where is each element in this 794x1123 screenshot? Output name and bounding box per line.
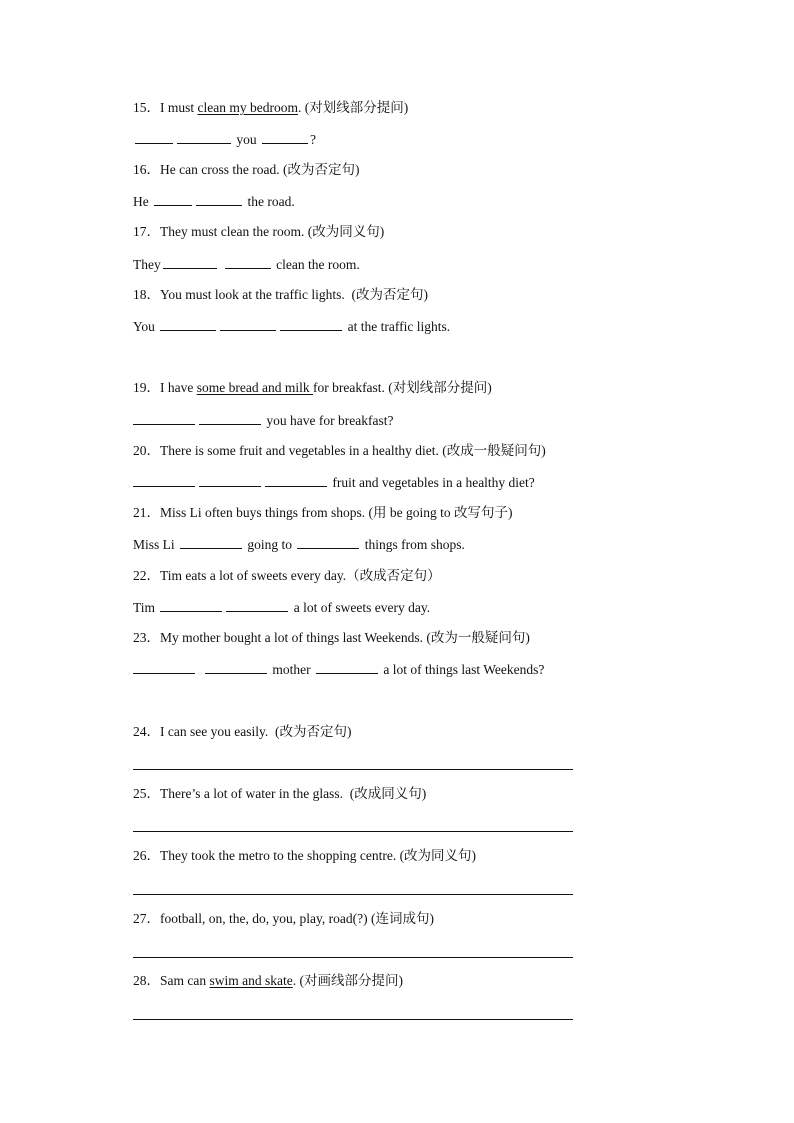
answer-blank[interactable]	[135, 130, 173, 144]
answer-blank[interactable]	[160, 317, 216, 331]
question-instruction: . (对画线部分提问)	[292, 973, 403, 988]
answer-blank[interactable]	[196, 192, 242, 206]
underlined-phrase: swim and skate	[209, 973, 293, 988]
question-26	[133, 847, 476, 865]
question-text: football, on, the, do, you, play, road(?) (连词成句)	[160, 911, 434, 926]
answer-line-28[interactable]	[133, 1019, 573, 1020]
question-number: 27．	[133, 911, 160, 926]
answer-blank[interactable]	[133, 473, 195, 487]
answer-17	[133, 255, 360, 274]
answer-text: mother	[269, 662, 314, 677]
question-number: 20．	[133, 443, 160, 458]
answer-line-27[interactable]	[133, 957, 573, 958]
question-text: Tim eats a lot of sweets every day.（改成否定句）	[160, 568, 441, 583]
answer-text: at the traffic lights.	[344, 319, 451, 334]
question-text: Sam can	[160, 973, 210, 988]
question-text: You must look at the traffic lights. (改为否定句)	[160, 287, 428, 302]
question-25	[133, 785, 426, 803]
question-number: 19．	[133, 380, 160, 395]
answer-text: Tim	[133, 600, 159, 615]
question-number: 28．	[133, 973, 160, 988]
answer-text: going to	[244, 537, 296, 552]
question-16	[133, 161, 359, 179]
answer-blank[interactable]	[133, 660, 195, 674]
answer-23	[133, 660, 544, 679]
answer-line-25[interactable]	[133, 831, 573, 832]
answer-blank[interactable]	[262, 130, 308, 144]
answer-blank[interactable]	[280, 317, 342, 331]
question-number: 25．	[133, 786, 160, 801]
question-text: He can cross the road. (改为否定句)	[160, 162, 360, 177]
question-28	[133, 972, 403, 990]
answer-19	[133, 411, 393, 430]
answer-text: a lot of things last Weekends?	[380, 662, 545, 677]
answer-blank[interactable]	[205, 660, 267, 674]
question-text: My mother bought a lot of things last Weekends. (改为一般疑问句)	[160, 630, 530, 645]
answer-20	[133, 473, 535, 492]
answer-text: the road.	[244, 194, 295, 209]
question-23	[133, 629, 530, 647]
answer-blank[interactable]	[163, 255, 217, 269]
question-text: They must clean the room. (改为同义句)	[160, 224, 385, 239]
answer-blank[interactable]	[199, 411, 261, 425]
answer-text: He	[133, 194, 153, 209]
question-text: I can see you easily. (改为否定句)	[160, 724, 352, 739]
answer-text: They	[133, 257, 161, 272]
answer-blank[interactable]	[133, 411, 195, 425]
question-21	[133, 504, 513, 522]
question-instruction: for breakfast. (对划线部分提问)	[312, 380, 492, 395]
question-number: 15．	[133, 100, 160, 115]
question-number: 21．	[133, 505, 160, 520]
answer-text: you have for breakfast?	[263, 413, 394, 428]
underlined-phrase: some bread and milk	[196, 380, 313, 395]
answer-line-26[interactable]	[133, 894, 573, 895]
answer-blank[interactable]	[220, 317, 276, 331]
answer-18	[133, 317, 450, 336]
answer-blank[interactable]	[180, 535, 242, 549]
question-27	[133, 910, 434, 928]
question-text: There’s a lot of water in the glass. (改成同义句)	[160, 786, 427, 801]
question-text: They took the metro to the shopping centre. (改为同义句)	[160, 848, 477, 863]
question-number: 26．	[133, 848, 160, 863]
answer-blank[interactable]	[199, 473, 261, 487]
question-number: 17．	[133, 224, 160, 239]
question-24	[133, 723, 351, 741]
answer-text: You	[133, 319, 159, 334]
question-number: 16．	[133, 162, 160, 177]
question-text: Miss Li often buys things from shops. (用 be going to 改写句子)	[160, 505, 513, 520]
question-number: 23．	[133, 630, 160, 645]
question-number: 18．	[133, 287, 160, 302]
question-19	[133, 379, 492, 397]
question-number: 24．	[133, 724, 160, 739]
question-22	[133, 567, 441, 585]
question-20	[133, 442, 546, 460]
answer-blank[interactable]	[154, 192, 192, 206]
answer-text: things from shops.	[361, 537, 465, 552]
answer-blank[interactable]	[265, 473, 327, 487]
question-18	[133, 286, 428, 304]
answer-blank[interactable]	[316, 660, 378, 674]
answer-blank[interactable]	[177, 130, 231, 144]
answer-text: a lot of sweets every day.	[290, 600, 431, 615]
question-15	[133, 99, 408, 117]
question-instruction: . (对划线部分提问)	[297, 100, 409, 115]
answer-text: Miss Li	[133, 537, 179, 552]
question-17	[133, 223, 384, 241]
answer-22	[133, 598, 430, 617]
answer-blank[interactable]	[297, 535, 359, 549]
answer-text: ?	[310, 132, 316, 147]
answer-blank[interactable]	[225, 255, 271, 269]
question-number: 22．	[133, 568, 160, 583]
answer-blank[interactable]	[226, 598, 288, 612]
answer-15	[133, 130, 316, 149]
question-text: There is some fruit and vegetables in a healthy diet. (改成一般疑问句)	[160, 443, 546, 458]
answer-text: clean the room.	[272, 257, 360, 272]
question-text: I have	[160, 380, 197, 395]
answer-21	[133, 535, 465, 554]
answer-text: you	[233, 132, 260, 147]
answer-line-24[interactable]	[133, 769, 573, 770]
answer-blank[interactable]	[160, 598, 222, 612]
answer-16	[133, 192, 295, 211]
answer-text: fruit and vegetables in a healthy diet?	[329, 475, 535, 490]
underlined-phrase: clean my bedroom	[197, 100, 298, 115]
question-text: I must	[160, 100, 198, 115]
